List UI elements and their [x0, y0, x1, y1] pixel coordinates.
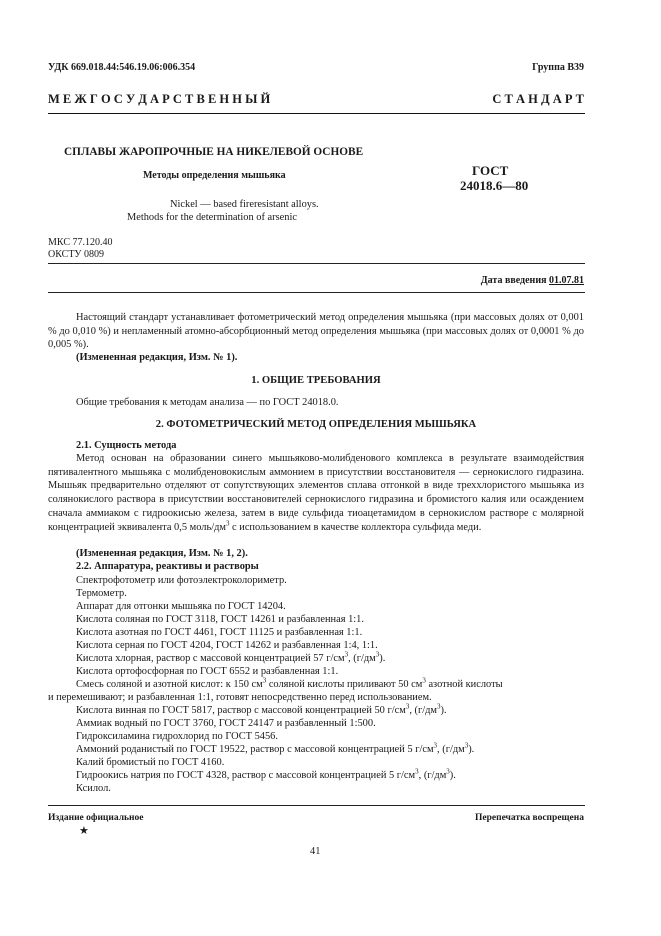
banner-word-1: М Е Ж Г О С У Д А Р С Т В Е Н Н Ы Й: [48, 92, 271, 106]
intro-date-label: Дата введения: [480, 275, 547, 286]
banner-word-2: С Т А Н Д А Р Т: [492, 92, 584, 106]
sup: 3: [344, 650, 349, 659]
mks-code: МКС 77.120.40: [48, 237, 113, 248]
english-title-2: Methods for the determination of arsenic: [127, 212, 297, 223]
sup: 3: [464, 741, 469, 750]
text: ).: [468, 744, 475, 755]
codes-rule: [48, 263, 585, 264]
gost-label: ГОСТ: [472, 163, 509, 178]
method-text-end: с использованием в качестве коллектора сульфида меди.: [229, 521, 482, 533]
subsection-2-1-heading: 2.1. Сущность метода: [76, 440, 177, 451]
doc-subtitle: Методы определения мышьяка: [143, 170, 286, 181]
text: , (г/дм: [418, 770, 447, 781]
date-rule: [48, 292, 585, 293]
text: Кислота винная по ГОСТ 5817, раствор с массовой концентрацией 50 г/см: [76, 705, 406, 716]
subsection-2-1-text: [48, 452, 584, 534]
list-item: Аммиак водный по ГОСТ 3760, ГОСТ 24147 и разбавленный 1:500.: [76, 718, 376, 729]
standard-banner: [48, 92, 584, 107]
text: Гидроокись натрия по ГОСТ 4328, раствор с массовой концентрацией 5 г/см: [76, 770, 416, 781]
udk-code: УДК 669.018.44:546.19.06:006.354: [48, 62, 196, 73]
list-item: Спектрофотометр или фотоэлектроколориметр.: [76, 575, 287, 586]
list-item: Кислота соляная по ГОСТ 3118, ГОСТ 14261 и разбавленная 1:1.: [76, 614, 364, 625]
reprint-notice: Перепечатка воспрещена: [474, 813, 584, 823]
sup: 3: [375, 650, 380, 659]
subsection-2-2-heading: 2.2. Аппаратура, реактивы и растворы: [76, 561, 259, 572]
sup: 3: [433, 741, 438, 750]
text: Смесь соляной и азотной кислот: к 150 см: [76, 679, 263, 690]
list-item: [76, 676, 503, 690]
doc-title: СПЛАВЫ ЖАРОПРОЧНЫЕ НА НИКЕЛЕВОЙ ОСНОВЕ: [64, 146, 364, 158]
intro-date: [481, 275, 584, 286]
list-item: Калий бромистый по ГОСТ 4160.: [76, 757, 225, 768]
text: ).: [379, 653, 386, 664]
text: ).: [440, 705, 447, 716]
section-1-text: Общие требования к методам анализа — по ГОСТ 24018.0.: [76, 397, 339, 408]
list-item: Кислота ортофосфорная по ГОСТ 6552 и разбавленная 1:1.: [76, 666, 339, 677]
banner-rule: [48, 113, 585, 114]
sup: 3: [436, 702, 441, 711]
group-code: Группа В39: [532, 62, 584, 73]
text: Кислота хлорная, раствор с массовой концентрацией 57 г/см: [76, 653, 345, 664]
list-item-continuation: и перемешивают; и разбавленная 1:1, готовят непосредственно перед использованием.: [48, 692, 432, 703]
text: , (г/дм: [348, 653, 376, 664]
page-number: 41: [310, 846, 321, 857]
sup: 3: [262, 676, 267, 685]
okstu-code: ОКСТУ 0809: [48, 249, 105, 260]
text: , (г/дм: [437, 744, 465, 755]
list-item: Кислота азотная по ГОСТ 4461, ГОСТ 11125 и разбавленная 1:1.: [76, 627, 363, 638]
sup: 3: [415, 767, 419, 776]
text: , (г/дм: [409, 705, 437, 716]
text: Аммоний роданистый по ГОСТ 19522, раствор с массовой концентрацией 5 г/см: [76, 744, 434, 755]
english-title-1: Nickel — based fireresistant alloys.: [170, 199, 319, 210]
sup: 3: [405, 702, 410, 711]
gost-number: 24018.6—80: [460, 178, 529, 193]
list-item: Ксилол.: [76, 783, 111, 794]
intro-revision: (Измененная редакция, Изм. № 1).: [76, 352, 238, 363]
section-1-heading: 1. ОБЩИЕ ТРЕБОВАНИЯ: [251, 375, 381, 386]
list-item: [76, 741, 475, 755]
sup: 3: [422, 676, 426, 685]
text: азотной кислоты: [425, 679, 503, 690]
sup: 3: [446, 767, 450, 776]
list-item: [76, 702, 447, 716]
intro-text: Настоящий стандарт устанавливает фотометрический метод определения мышьяка (при массовых долях от 0,001 % до 0,010 %) и непламенный атомно-абсорбционный метод определения мышьяка (при массовых долях от 0,0001 % до 0,005 %).: [48, 312, 584, 351]
text: соляной кислоты приливают 50 см: [266, 679, 423, 690]
list-item: [76, 767, 456, 781]
sup: 3: [225, 519, 230, 528]
text: ).: [449, 770, 456, 781]
list-item: Гидроксиламина гидрохлорид по ГОСТ 5456.: [76, 731, 278, 742]
list-item: [76, 650, 386, 664]
intro-paragraph: [48, 311, 584, 352]
list-item: Аппарат для отгонки мышьяка по ГОСТ 14204.: [76, 601, 286, 612]
method-text: Метод основан на образовании синего мышьяково-молибденового комплекса в результате взаимодействия пятивалентного мышьяка с молибденовокислым аммонием в присутствии восстановителя — сернокислого гидразина. Мышьяк предварительно отделяют от сопутствующих элементов сплава отгонкой в виде треххлористого мышьяка из солянокислого раствора в присутствии восстановителей сернокислого гидразина и бромистого калия или осаждением сначала аммиаком с гидроокисью железа, затем в виде сульфида тиоацетамидом в сернокислом растворе с молярной концентрацией эквивалента 0,5 моль/дм: [48, 453, 584, 533]
intro-date-value: 01.07.81: [549, 275, 584, 286]
subsection-2-1-revision: (Измененная редакция, Изм. № 1, 2).: [76, 548, 248, 559]
official-edition: Издание официальное: [48, 813, 144, 823]
footer-rule: [48, 805, 585, 806]
star-icon: ★: [79, 825, 89, 837]
list-item: Кислота серная по ГОСТ 4204, ГОСТ 14262 и разбавленная 1:4, 1:1.: [76, 640, 378, 651]
section-2-heading: 2. ФОТОМЕТРИЧЕСКИЙ МЕТОД ОПРЕДЕЛЕНИЯ МЫШЬЯКА: [155, 419, 477, 430]
list-item: Термометр.: [76, 588, 127, 599]
